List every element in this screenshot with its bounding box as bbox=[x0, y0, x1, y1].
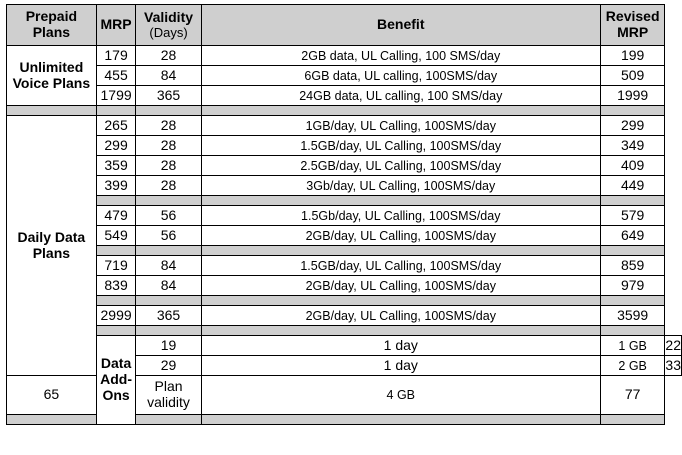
cell-mrp: 479 bbox=[96, 206, 136, 226]
separator-cell bbox=[136, 246, 201, 256]
cell-mrp: 549 bbox=[96, 226, 136, 246]
separator-cell bbox=[600, 415, 665, 425]
cell-benefit: 2GB/day, UL Calling, 100SMS/day bbox=[201, 306, 600, 326]
cell-mrp: 29 bbox=[136, 356, 201, 376]
cell-validity: 56 bbox=[136, 206, 201, 226]
separator-row bbox=[7, 106, 682, 116]
cell-mrp: 399 bbox=[96, 176, 136, 196]
cell-validity: 28 bbox=[136, 116, 201, 136]
cell-validity: 1 day bbox=[201, 356, 600, 376]
cell-mrp: 359 bbox=[96, 156, 136, 176]
header-mrp: MRP bbox=[96, 5, 136, 46]
separator-cell bbox=[201, 326, 600, 336]
separator-row bbox=[7, 196, 682, 206]
separator-cell bbox=[96, 326, 136, 336]
separator-cell bbox=[96, 246, 136, 256]
cell-validity: 84 bbox=[136, 256, 201, 276]
cell-mrp: 719 bbox=[96, 256, 136, 276]
table-row bbox=[7, 276, 682, 296]
cell-mrp: 65 bbox=[7, 376, 97, 415]
cell-validity: 365 bbox=[136, 306, 201, 326]
cell-validity: 84 bbox=[136, 66, 201, 86]
cell-revised-mrp: 349 bbox=[600, 136, 665, 156]
cell-benefit: 1 GB bbox=[600, 336, 665, 356]
cell-revised-mrp: 859 bbox=[600, 256, 665, 276]
separator-cell bbox=[600, 326, 665, 336]
table-row bbox=[7, 226, 682, 246]
group-unlimited-voice-plans: Unlimited Voice Plans bbox=[7, 46, 97, 106]
prepaid-plans-table bbox=[6, 4, 682, 425]
cell-validity: 365 bbox=[136, 86, 201, 106]
cell-mrp: 1799 bbox=[96, 86, 136, 106]
header-prepaid-plans: Prepaid Plans bbox=[7, 5, 97, 46]
cell-benefit: 2GB/day, UL Calling, 100SMS/day bbox=[201, 276, 600, 296]
table-row bbox=[7, 66, 682, 86]
separator-cell bbox=[136, 415, 201, 425]
group-daily-data-plans: Daily Data Plans bbox=[7, 116, 97, 376]
header-row bbox=[7, 5, 682, 46]
table-row bbox=[7, 176, 682, 196]
separator-row bbox=[7, 246, 682, 256]
cell-revised-mrp: 649 bbox=[600, 226, 665, 246]
table-row bbox=[7, 306, 682, 326]
cell-benefit: 2.5GB/day, UL Calling, 100SMS/day bbox=[201, 156, 600, 176]
cell-benefit: 6GB data, UL calling, 100SMS/day bbox=[201, 66, 600, 86]
cell-benefit: 24GB data, UL calling, 100 SMS/day bbox=[201, 86, 600, 106]
separator-cell bbox=[96, 106, 136, 116]
separator-cell bbox=[201, 246, 600, 256]
cell-mrp: 19 bbox=[136, 336, 201, 356]
cell-revised-mrp: 77 bbox=[600, 376, 665, 415]
separator-row bbox=[7, 326, 682, 336]
group-data-add-ons: Data Add-Ons bbox=[96, 336, 136, 425]
cell-revised-mrp: 33 bbox=[665, 356, 682, 376]
separator-cell bbox=[96, 196, 136, 206]
table-row bbox=[7, 86, 682, 106]
cell-benefit: 4 GB bbox=[201, 376, 600, 415]
cell-validity: 56 bbox=[136, 226, 201, 246]
separator-cell bbox=[136, 296, 201, 306]
separator-row bbox=[7, 296, 682, 306]
separator-cell bbox=[600, 196, 665, 206]
table-row bbox=[7, 256, 682, 276]
cell-revised-mrp: 199 bbox=[600, 46, 665, 66]
cell-benefit: 1GB/day, UL Calling, 100SMS/day bbox=[201, 116, 600, 136]
cell-revised-mrp: 509 bbox=[600, 66, 665, 86]
separator-cell bbox=[136, 106, 201, 116]
separator-cell bbox=[96, 296, 136, 306]
table-row bbox=[7, 136, 682, 156]
table-row bbox=[7, 206, 682, 226]
table-row bbox=[7, 116, 682, 136]
cell-mrp: 2999 bbox=[96, 306, 136, 326]
cell-benefit: 2GB/day, UL Calling, 100SMS/day bbox=[201, 226, 600, 246]
cell-mrp: 265 bbox=[96, 116, 136, 136]
header-benefit: Benefit bbox=[201, 5, 600, 46]
separator-cell bbox=[600, 246, 665, 256]
cell-mrp: 839 bbox=[96, 276, 136, 296]
cell-validity: Plan validity bbox=[136, 376, 201, 415]
separator-cell bbox=[600, 296, 665, 306]
cell-benefit: 1.5GB/day, UL Calling, 100SMS/day bbox=[201, 136, 600, 156]
plans-table-container bbox=[6, 4, 682, 425]
cell-revised-mrp: 299 bbox=[600, 116, 665, 136]
cell-mrp: 179 bbox=[96, 46, 136, 66]
separator-cell bbox=[7, 106, 97, 116]
cell-revised-mrp: 22 bbox=[665, 336, 682, 356]
table-row bbox=[7, 46, 682, 66]
cell-validity: 28 bbox=[136, 176, 201, 196]
table-row bbox=[7, 156, 682, 176]
cell-revised-mrp: 449 bbox=[600, 176, 665, 196]
cell-revised-mrp: 579 bbox=[600, 206, 665, 226]
separator-cell bbox=[136, 196, 201, 206]
cell-revised-mrp: 409 bbox=[600, 156, 665, 176]
separator-cell bbox=[201, 415, 600, 425]
separator-cell bbox=[136, 326, 201, 336]
cell-benefit: 1.5Gb/day, UL Calling, 100SMS/day bbox=[201, 206, 600, 226]
table-row bbox=[7, 336, 682, 356]
cell-mrp: 455 bbox=[96, 66, 136, 86]
cell-mrp: 299 bbox=[96, 136, 136, 156]
cell-revised-mrp: 3599 bbox=[600, 306, 665, 326]
separator-cell bbox=[201, 106, 600, 116]
cell-revised-mrp: 979 bbox=[600, 276, 665, 296]
header-validity-label: Validity bbox=[144, 8, 194, 25]
separator-cell bbox=[7, 415, 97, 425]
cell-validity: 28 bbox=[136, 156, 201, 176]
header-validity bbox=[136, 5, 201, 46]
cell-revised-mrp: 1999 bbox=[600, 86, 665, 106]
header-validity-unit: (Days) bbox=[149, 24, 188, 40]
cell-validity: 28 bbox=[136, 46, 201, 66]
cell-benefit: 1.5GB/day, UL Calling, 100SMS/day bbox=[201, 256, 600, 276]
separator-cell bbox=[201, 296, 600, 306]
cell-benefit: 3Gb/day, UL Calling, 100SMS/day bbox=[201, 176, 600, 196]
cell-benefit: 2 GB bbox=[600, 356, 665, 376]
cell-validity: 1 day bbox=[201, 336, 600, 356]
separator-cell bbox=[600, 106, 665, 116]
separator-cell bbox=[201, 196, 600, 206]
cell-validity: 84 bbox=[136, 276, 201, 296]
cell-validity: 28 bbox=[136, 136, 201, 156]
header-revised-mrp: Revised MRP bbox=[600, 5, 665, 46]
cell-benefit: 2GB data, UL Calling, 100 SMS/day bbox=[201, 46, 600, 66]
